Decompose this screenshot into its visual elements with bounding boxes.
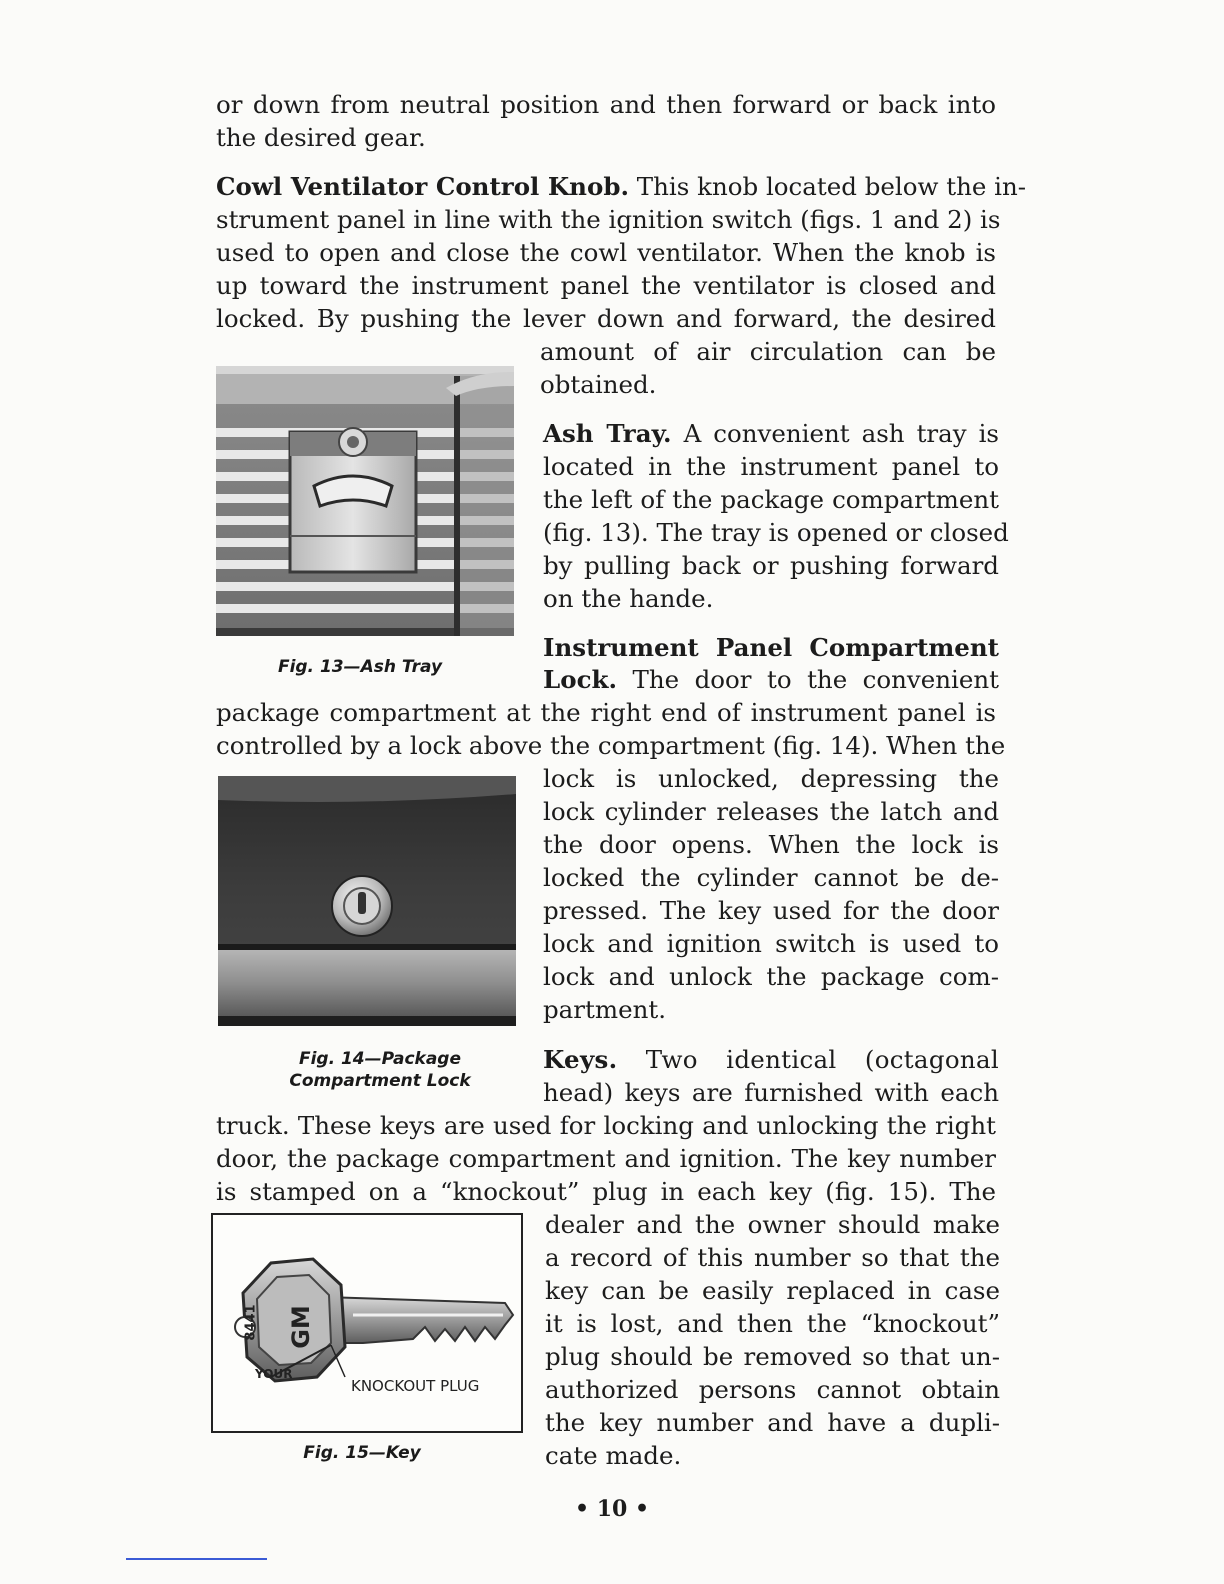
body-text-line: lock cylinder releases the latch and xyxy=(543,797,999,826)
body-text-line: truck. These keys are used for locking and unlocking the right xyxy=(216,1111,996,1140)
body-text-line: controlled by a lock above the compartment (fig. 14). When the xyxy=(216,731,1006,760)
figure-compartment-lock xyxy=(218,776,516,1026)
body-text-line: or down from neutral position and then forward or back into xyxy=(216,90,996,119)
body-text-line: is stamped on a “knockout” plug in each key (fig. 15). The xyxy=(216,1177,996,1206)
body-text-line: located in the instrument panel to xyxy=(543,452,999,481)
figure-caption-line: Fig. 14—Package xyxy=(298,1049,462,1069)
key-brand-mark: GM xyxy=(286,1305,315,1349)
body-text-line: locked. By pushing the lever down and forward, the desired xyxy=(216,304,996,333)
compartment-lock-illustration xyxy=(218,776,516,1026)
body-text-line: it is lost, and then the “knockout” xyxy=(545,1309,1000,1338)
body-text-line: door, the package compartment and ignition. The key number xyxy=(216,1144,996,1173)
key-number: 8441 xyxy=(243,1304,259,1341)
body-text-line: up toward the instrument panel the ventilator is closed and xyxy=(216,271,996,300)
keys-heading: Keys. xyxy=(543,1045,618,1074)
body-text: The door to the convenient xyxy=(632,665,1000,694)
body-text-line: lock and ignition switch is used to xyxy=(543,929,999,958)
key-head-text: YOUR xyxy=(255,1367,293,1381)
body-text-line: lock is unlocked, depressing the xyxy=(543,764,999,793)
ash-tray-illustration xyxy=(216,366,514,636)
body-text-line: a record of this number so that the xyxy=(545,1243,1000,1272)
figure-caption: Fig. 15—Key xyxy=(303,1443,421,1463)
body-text: Two identical (octagonal xyxy=(645,1045,999,1074)
body-text-line: the door opens. When the lock is xyxy=(543,830,999,859)
body-text-line: authorized persons cannot obtain xyxy=(545,1375,1000,1404)
ash-paragraph-first-line xyxy=(543,417,999,450)
key-illustration xyxy=(213,1215,521,1431)
body-text-line: obtained. xyxy=(540,370,657,399)
body-text-line: key can be easily replaced in case xyxy=(545,1276,1000,1305)
body-text-line: locked the cylinder cannot be de- xyxy=(543,863,999,892)
compartment-heading: Instrument Panel Compartment xyxy=(543,633,999,662)
keys-paragraph-first-line xyxy=(543,1043,999,1076)
bottom-rule xyxy=(126,1558,267,1560)
cowl-paragraph-first-line xyxy=(216,170,1027,203)
figure-ash-tray xyxy=(216,366,514,636)
body-text-line: used to open and close the cowl ventilator. When the knob is xyxy=(216,238,996,267)
figure-key xyxy=(211,1213,523,1433)
cowl-heading: Cowl Ventilator Control Knob. xyxy=(216,172,629,201)
figure-caption: Fig. 13—Ash Tray xyxy=(277,657,443,677)
body-text-line: dealer and the owner should make xyxy=(545,1210,1000,1239)
body-text: A convenient ash tray is xyxy=(683,419,999,448)
figure-caption-line: Compartment Lock xyxy=(289,1071,471,1091)
body-text-line: by pulling back or pushing forward xyxy=(543,551,999,580)
compartment-second-line xyxy=(543,663,999,696)
body-text-line: cate made. xyxy=(545,1441,682,1470)
body-text-line: the left of the package compartment xyxy=(543,485,999,514)
page-number: • 10 • xyxy=(574,1496,650,1522)
body-text-line: the key number and have a dupli- xyxy=(545,1408,1000,1437)
body-text-line: amount of air circulation can be xyxy=(540,337,996,366)
body-text-line: on the hande. xyxy=(543,584,714,613)
body-text: This knob located below the in- xyxy=(636,172,1027,201)
body-text-line: pressed. The key used for the door xyxy=(543,896,999,925)
body-text-line: (fig. 13). The tray is opened or closed xyxy=(543,518,1009,547)
body-text-line: the desired gear. xyxy=(216,123,426,152)
body-text-line: head) keys are furnished with each xyxy=(543,1078,999,1107)
ash-heading: Ash Tray. xyxy=(543,419,672,448)
figure-caption xyxy=(270,1048,490,1092)
compartment-heading-end: Lock. xyxy=(543,665,617,694)
body-text-line: plug should be removed so that un- xyxy=(545,1342,1000,1371)
knockout-plug-label: KNOCKOUT PLUG xyxy=(351,1377,480,1395)
body-text-line: strument panel in line with the ignition switch (figs. 1 and 2) is xyxy=(216,205,1001,234)
body-text-line: lock and unlock the package com- xyxy=(543,962,999,991)
body-text-line: partment. xyxy=(543,995,666,1024)
body-text-line: package compartment at the right end of instrument panel is xyxy=(216,698,996,727)
